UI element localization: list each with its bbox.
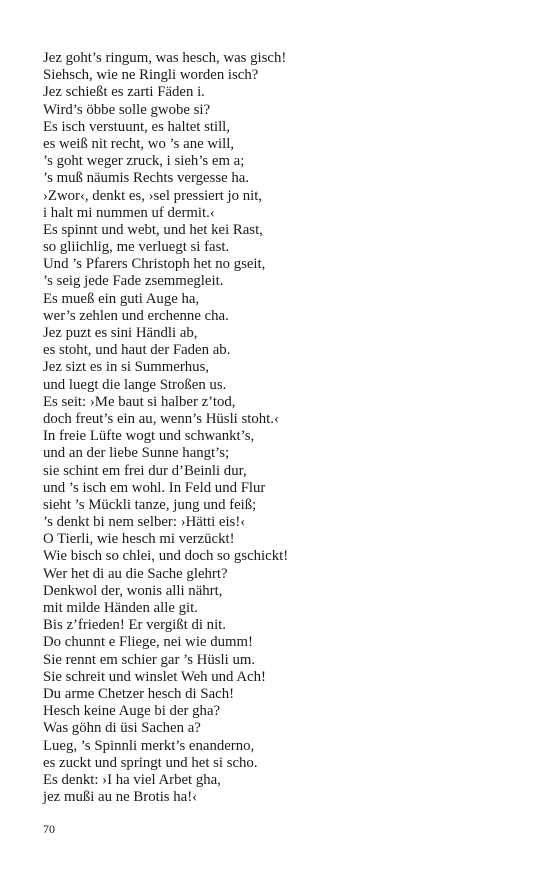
poem-line: Es denkt: ›I ha viel Arbet gha, <box>43 771 221 788</box>
poem-line: und luegt die lange Stroßen us. <box>43 376 227 393</box>
poem-line: Du arme Chetzer hesch di Sach! <box>43 685 235 702</box>
page-number: 70 <box>43 822 55 836</box>
poem-line: Hesch keine Auge bi der gha? <box>43 703 221 720</box>
poem-line: Was göhn di üsi Sachen a? <box>43 720 201 737</box>
poem-line: Es isch verstuunt, es haltet still, <box>43 118 230 135</box>
poem-text <box>43 50 513 806</box>
poem-line: es zuckt und springt und het si scho. <box>43 754 258 771</box>
poem-line: ’s seig jede Fade zsemmegleit. <box>43 273 224 290</box>
poem-line: Wer het di au die Sache glehrt? <box>43 565 228 582</box>
poem-line: Denkwol der, wonis alli nährt, <box>43 582 223 599</box>
poem-line: Jez puzt es sini Händli ab, <box>43 325 198 341</box>
poem-line: wer’s zehlen und erchenne cha. <box>43 307 229 324</box>
poem-line: Sie schreit und winslet Weh und Ach! <box>43 668 266 685</box>
poem-line: O Tierli, wie hesch mi verzückt! <box>43 531 235 548</box>
poem-line: Jez sizt es in si Summerhus, <box>43 359 210 376</box>
poem-line: Es seit: ›Me baut si halber z’tod, <box>43 393 236 410</box>
poem-line: so gliichlig, me verluegt si fast. <box>43 239 230 256</box>
poem-line: Und ’s Pfarers Christoph het no gseit, <box>43 256 266 273</box>
poem-line: Bis z’frieden! Er vergißt di nit. <box>43 617 226 634</box>
poem-line: sieht ’s Mückli tanze, jung und feiß; <box>43 496 257 513</box>
poem-line: Lueg, ’s Spinnli merkt’s enanderno, <box>43 737 255 754</box>
poem-line: Sie rennt em schier gar ’s Hüsli um. <box>43 651 256 668</box>
poem-line: i halt mi nummen uf dermit.‹ <box>43 204 215 221</box>
poem-line: Wie bisch so chlei, und doch so gschickt! <box>43 548 289 565</box>
poem-line: Es spinnt und webt, und het kei Rast, <box>43 221 263 238</box>
poem-line: ’s goht weger zruck, i sieh’s em a; <box>43 153 245 170</box>
poem-line: Jez schießt es zarti Fäden i. <box>43 84 205 101</box>
poem-line: doch freut’s ein au, wenn’s Hüsli stoht.‹ <box>43 410 279 427</box>
poem-line: Do chunnt e Fliege, nei wie dumm! <box>43 634 253 651</box>
poem-line: jez mußi au ne Brotis ha!‹ <box>43 789 198 806</box>
poem-line: und an der liebe Sunne hangt’s; <box>43 445 230 462</box>
poem-line: In freie Lüfte wogt und schwankt’s, <box>43 428 255 445</box>
poem-line: und ’s isch em wohl. In Feld und Flur <box>43 479 266 496</box>
poem-line: ›Zwor‹, denkt es, ›sel pressiert jo nit, <box>43 187 263 204</box>
poem-line: Jez goht’s ringum, was hesch, was gisch! <box>43 50 287 66</box>
poem-line: Siehsch, wie ne Ringli worden isch? <box>43 67 259 84</box>
poem-line: Es mueß ein guti Auge ha, <box>43 290 200 307</box>
poem-line: mit milde Händen alle git. <box>43 600 198 616</box>
poem-line: sie schint em frei dur d’Beinli dur, <box>43 462 247 479</box>
poem-line: es weiß nit recht, wo ’s ane will, <box>43 135 235 152</box>
poem-line: Wird’s öbbe solle gwobe si? <box>43 101 211 118</box>
poem-line: es stoht, und haut der Faden ab. <box>43 342 231 359</box>
poem-line: ’s muß näumis Rechts vergesse ha. <box>43 170 250 187</box>
poem-line: ’s denkt bi nem selber: ›Hätti eis!‹ <box>43 514 246 531</box>
